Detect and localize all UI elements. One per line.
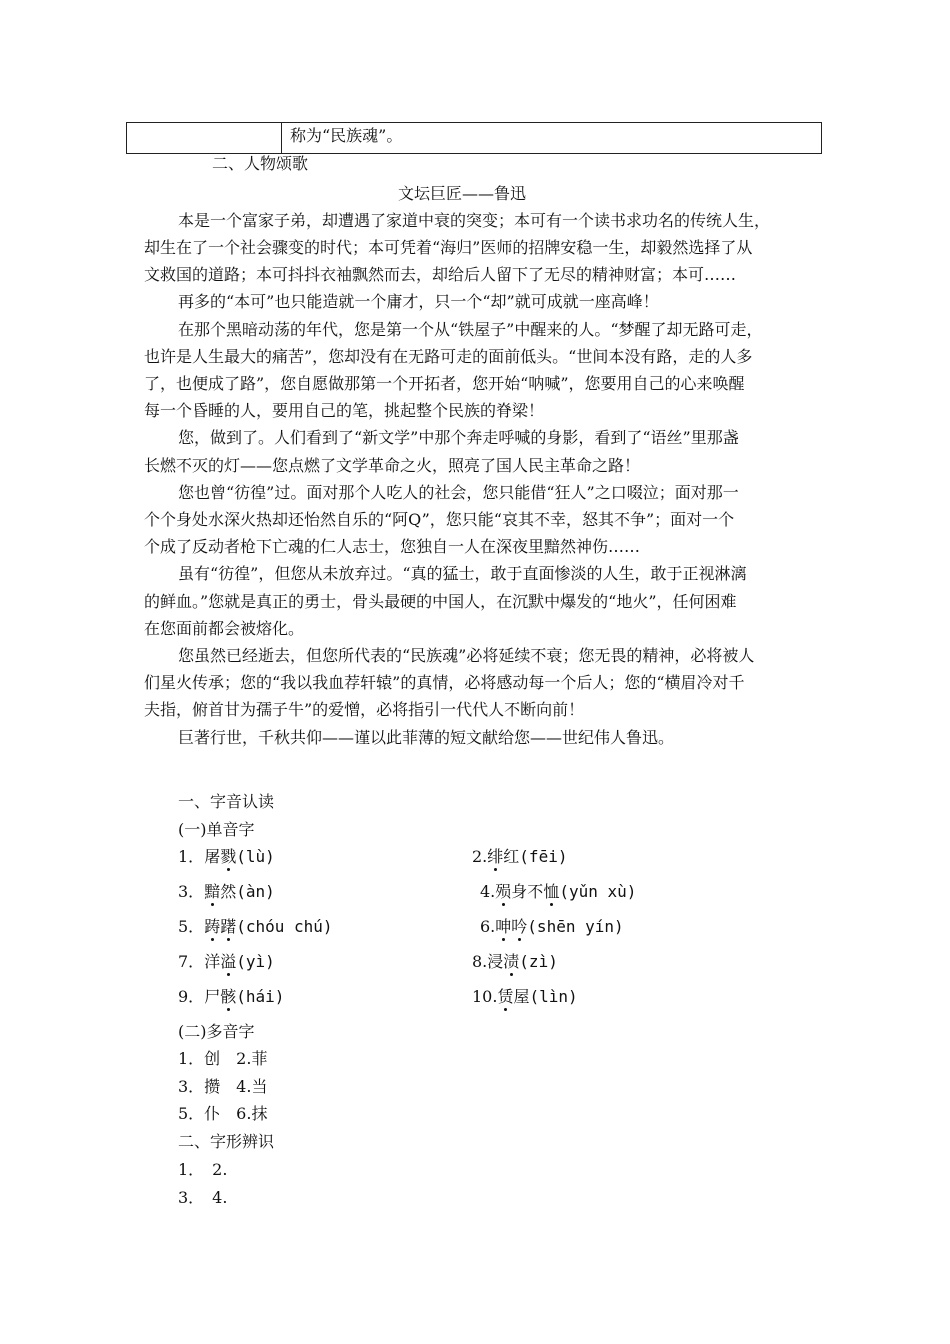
item-word: 呻吟 [495,917,528,936]
item-number: 3． [178,882,205,901]
essay-line: 在那个黑暗动荡的年代，您是第一个从“铁屋子”中醒来的人。“梦醒了却无路可走， [178,320,763,339]
item-number: 6. [480,917,496,936]
glyph-item-line: 1． 2. [178,1160,228,1179]
essay-line: 您，做到了。人们看到了“新文学”中那个奔走呼喊的身影，看到了“语丝”里那盏 [178,428,739,447]
item-word: 殒身不恤 [495,882,560,901]
item-word: 洋溢 [204,952,237,971]
item-pinyin: (lù) [236,847,275,866]
essay-line: 长燃不灭的灯——您点燃了文学革命之火，照亮了国人民主革命之路！ [144,456,641,475]
item-pinyin: (yì) [236,952,275,971]
pronunciation-item [480,880,636,904]
pronunciation-item [472,985,578,1009]
pronunciation-item [472,950,558,974]
table-divider [281,123,282,153]
essay-line: 却生在了一个社会骤变的时代；本可凭着“海归”医师的招牌安稳一生，却毅然选择了从 [144,238,753,257]
table-cell-text: 称为“民族魂”。 [290,126,403,145]
item-word: 屠戮 [204,847,237,866]
section-heading-pronunciation: 一、字音认读 [178,792,275,811]
item-word: 浸渍 [487,952,520,971]
item-pinyin: (hái) [236,987,285,1006]
item-word: 黯然 [204,882,237,901]
item-word: 绯红 [487,847,520,866]
multi-item-line: 1．创 2.菲 [178,1049,268,1068]
essay-title: 文坛巨匠——鲁迅 [398,184,527,203]
pronunciation-item [178,950,275,974]
item-word: 尸骸 [204,987,237,1006]
item-pinyin: (shēn yín) [527,917,624,936]
item-number: 10. [472,987,498,1006]
item-pinyin: (zì) [519,952,558,971]
multi-item-line: 5．仆 6.抹 [178,1104,268,1123]
section-heading-praise: 二、人物颂歌 [212,154,309,173]
essay-line: 个个身处水深火热却还怡然自乐的“阿Q”，您只能“哀其不幸，怒其不争”；面对一个 [144,510,735,529]
section-heading-glyph: 二、字形辨识 [178,1132,275,1151]
essay-line: 个成了反动者枪下亡魂的仁人志士，您独自一人在深夜里黯然神伤…… [144,537,641,556]
pronunciation-item [480,915,624,939]
essay-line: 夫指，俯首甘为孺子牛”的爱憎，必将指引一代代人不断向前！ [144,700,585,719]
item-number: 9． [178,987,205,1006]
item-pinyin: (yǔn xù) [559,882,637,901]
item-word: 踌躇 [204,917,237,936]
item-pinyin: (chóu chú) [236,917,333,936]
item-number: 5． [178,917,205,936]
subheading-multi: (二)多音字 [178,1022,255,1041]
essay-line: 巨著行世，千秋共仰——谨以此菲薄的短文献给您——世纪伟人鲁迅。 [178,728,675,747]
essay-line: 也许是人生最大的痛苦”，您却没有在无路可走的面前低头。“世间本没有路，走的人多 [144,347,753,366]
pronunciation-item [472,845,567,869]
item-pinyin: (lìn) [529,987,578,1006]
essay-line: 您也曾“彷徨”过。面对那个人吃人的社会，您只能借“狂人”之口啜泣；面对那一 [178,483,739,502]
item-number: 4. [480,882,496,901]
subheading-single: (一)单音字 [178,820,255,839]
essay-line: 文救国的道路；本可抖抖衣袖飘然而去，却给后人留下了无尽的精神财富；本可…… [144,265,737,284]
item-pinyin: (àn) [236,882,275,901]
item-word: 赁屋 [497,987,530,1006]
pronunciation-item [178,845,275,869]
table-fragment [126,122,822,154]
essay-line: 您虽然已经逝去，但您所代表的“民族魂”必将延续不衰；您无畏的精神，必将被人 [178,646,755,665]
essay-line: 再多的“本可”也只能造就一个庸才，只一个“却”就可成就一座高峰！ [178,292,659,311]
essay-line: 每一个昏睡的人，要用自己的笔，挑起整个民族的脊梁！ [144,401,545,420]
item-number: 8. [472,952,488,971]
pronunciation-item [178,880,275,904]
multi-item-line: 3．攒 4.当 [178,1077,268,1096]
item-number: 1． [178,847,205,866]
essay-line: 本是一个富家子弟，却遭遇了家道中衰的突变；本可有一个读书求功名的传统人生， [178,211,771,230]
pronunciation-item [178,985,284,1009]
item-pinyin: (fēi) [519,847,568,866]
item-number: 7． [178,952,205,971]
essay-line: 了，也便成了路”，您自愿做那第一个开拓者，您开始“呐喊”，您要用自己的心来唤醒 [144,374,745,393]
essay-line: 的鲜血。”您就是真正的勇士，骨头最硬的中国人，在沉默中爆发的“地火”，任何困难 [144,592,737,611]
pronunciation-item [178,915,333,939]
essay-line: 们星火传承；您的“我以我血荐轩辕”的真情，必将感动每一个后人；您的“横眉冷对千 [144,673,745,692]
item-number: 2. [472,847,488,866]
essay-line: 在您面前都会被熔化。 [144,619,305,638]
essay-line: 虽有“彷徨”，但您从未放弃过。“真的猛士，敢于直面惨淡的人生，敢于正视淋漓 [178,564,747,583]
glyph-item-line: 3． 4. [178,1188,228,1207]
